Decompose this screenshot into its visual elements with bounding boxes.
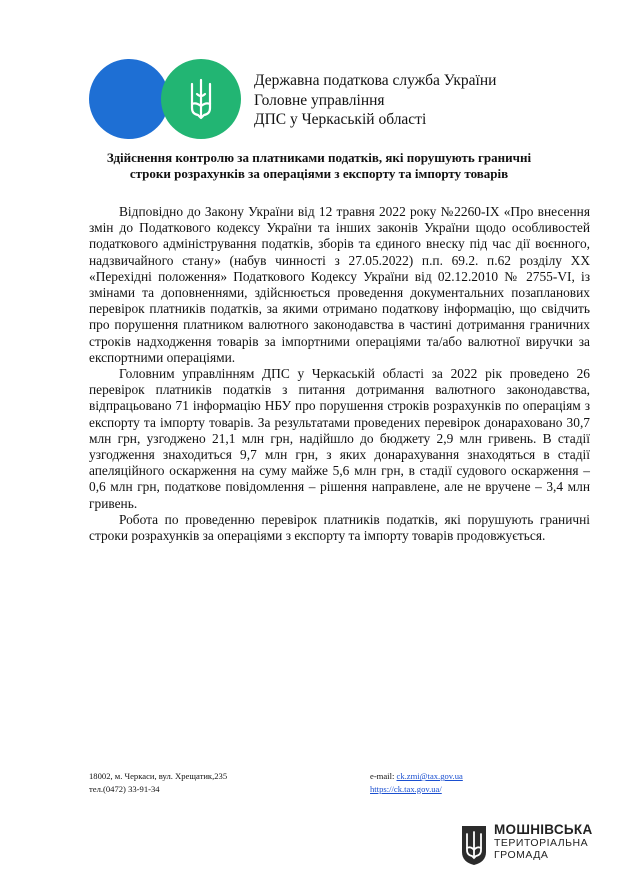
footer-address: 18002, м. Черкаси, вул. Хрещатик,235: [89, 771, 228, 781]
watermark-line: ТЕРИТОРІАЛЬНА: [494, 837, 589, 849]
paragraph: Відповідно до Закону України від 12 травня 2022 року №2260-IX «Про внесення змін до Податкового кодексу України та інших законів України щодо особливостей податкового адміністрування податків, зборів та єдиного внеску під час дії воєнного, надзвичайного стану» (набув чинності з 27.05.2022) п.п. 69.2. п.62 розділу XX «Перехідні положення» Податкового Кодексу України від 02.12.2010 № 2755-VI, із змінами та доповненнями, здійснюється проведення документальних позапланових перевірок платників податків, за якими отримано податкову інформацію, що свідчить про порушення платником валютного законодавства в частині дотримання граничних строків надходження товарів за імпортними операціями та/або валютної виручки за експортними операціями.: [89, 204, 590, 365]
website-link[interactable]: https://ck.tax.gov.ua/: [370, 783, 442, 794]
logo-blue-circle: [89, 59, 169, 139]
trident-shield-icon: [460, 824, 488, 866]
org-line: Головне управління: [254, 91, 385, 109]
document-body: [89, 204, 590, 544]
watermark-line: ГРОМАДА: [494, 849, 549, 861]
paragraph: Робота по проведенню перевірок платників податків, які порушують граничні строки розрахунків за операціями з експорту та імпорту товарів продовжується.: [89, 511, 590, 544]
footer-contacts: [89, 770, 227, 795]
community-watermark: [460, 822, 610, 870]
org-line: ДПС у Черкаській області: [254, 111, 427, 128]
footer-online: [370, 770, 463, 795]
email-link[interactable]: ck.zmi@tax.gov.ua: [396, 771, 463, 781]
organization-name: [254, 71, 496, 130]
footer-phone: тел.(0472) 33-91-34: [89, 783, 160, 794]
title-line: строки розрахунків за операціями з експорту та імпорту товарів: [129, 166, 509, 181]
title-line: Здійснення контролю за платниками податків, які порушують граничні: [106, 150, 532, 165]
paragraph: Головним управлінням ДПС у Черкаській області за 2022 рік проведено 26 перевірок платників податків з питання дотримання валютного законодавства, відпрацьовано 71 інформацію НБУ про порушення строків розрахунків по операціям з експорту та імпорту товарів. За результатами проведених перевірок донараховано 30,7 млн грн, узгоджено 21,1 млн грн, надійшло до бюджету 2,9 млн гривень. В стадії узгодження знаходиться 9,7 млн грн, з яких донарахування знаходяться в стадії апеляційного оскарження на суму майже 5,6 млн грн, в стадії судового оскарження – 0,6 млн грн, податкове повідомлення – рішення направлене, але не вручене – 3,4 млн гривень.: [89, 366, 590, 511]
dps-logo: [88, 58, 242, 140]
document-title: [80, 150, 558, 182]
footer-email-row: [370, 770, 463, 783]
watermark-text: [494, 822, 593, 861]
watermark-line: МОШНІВСЬКА: [494, 822, 593, 837]
org-line: Державна податкова служба України: [254, 72, 497, 89]
email-label: e-mail:: [370, 771, 397, 781]
